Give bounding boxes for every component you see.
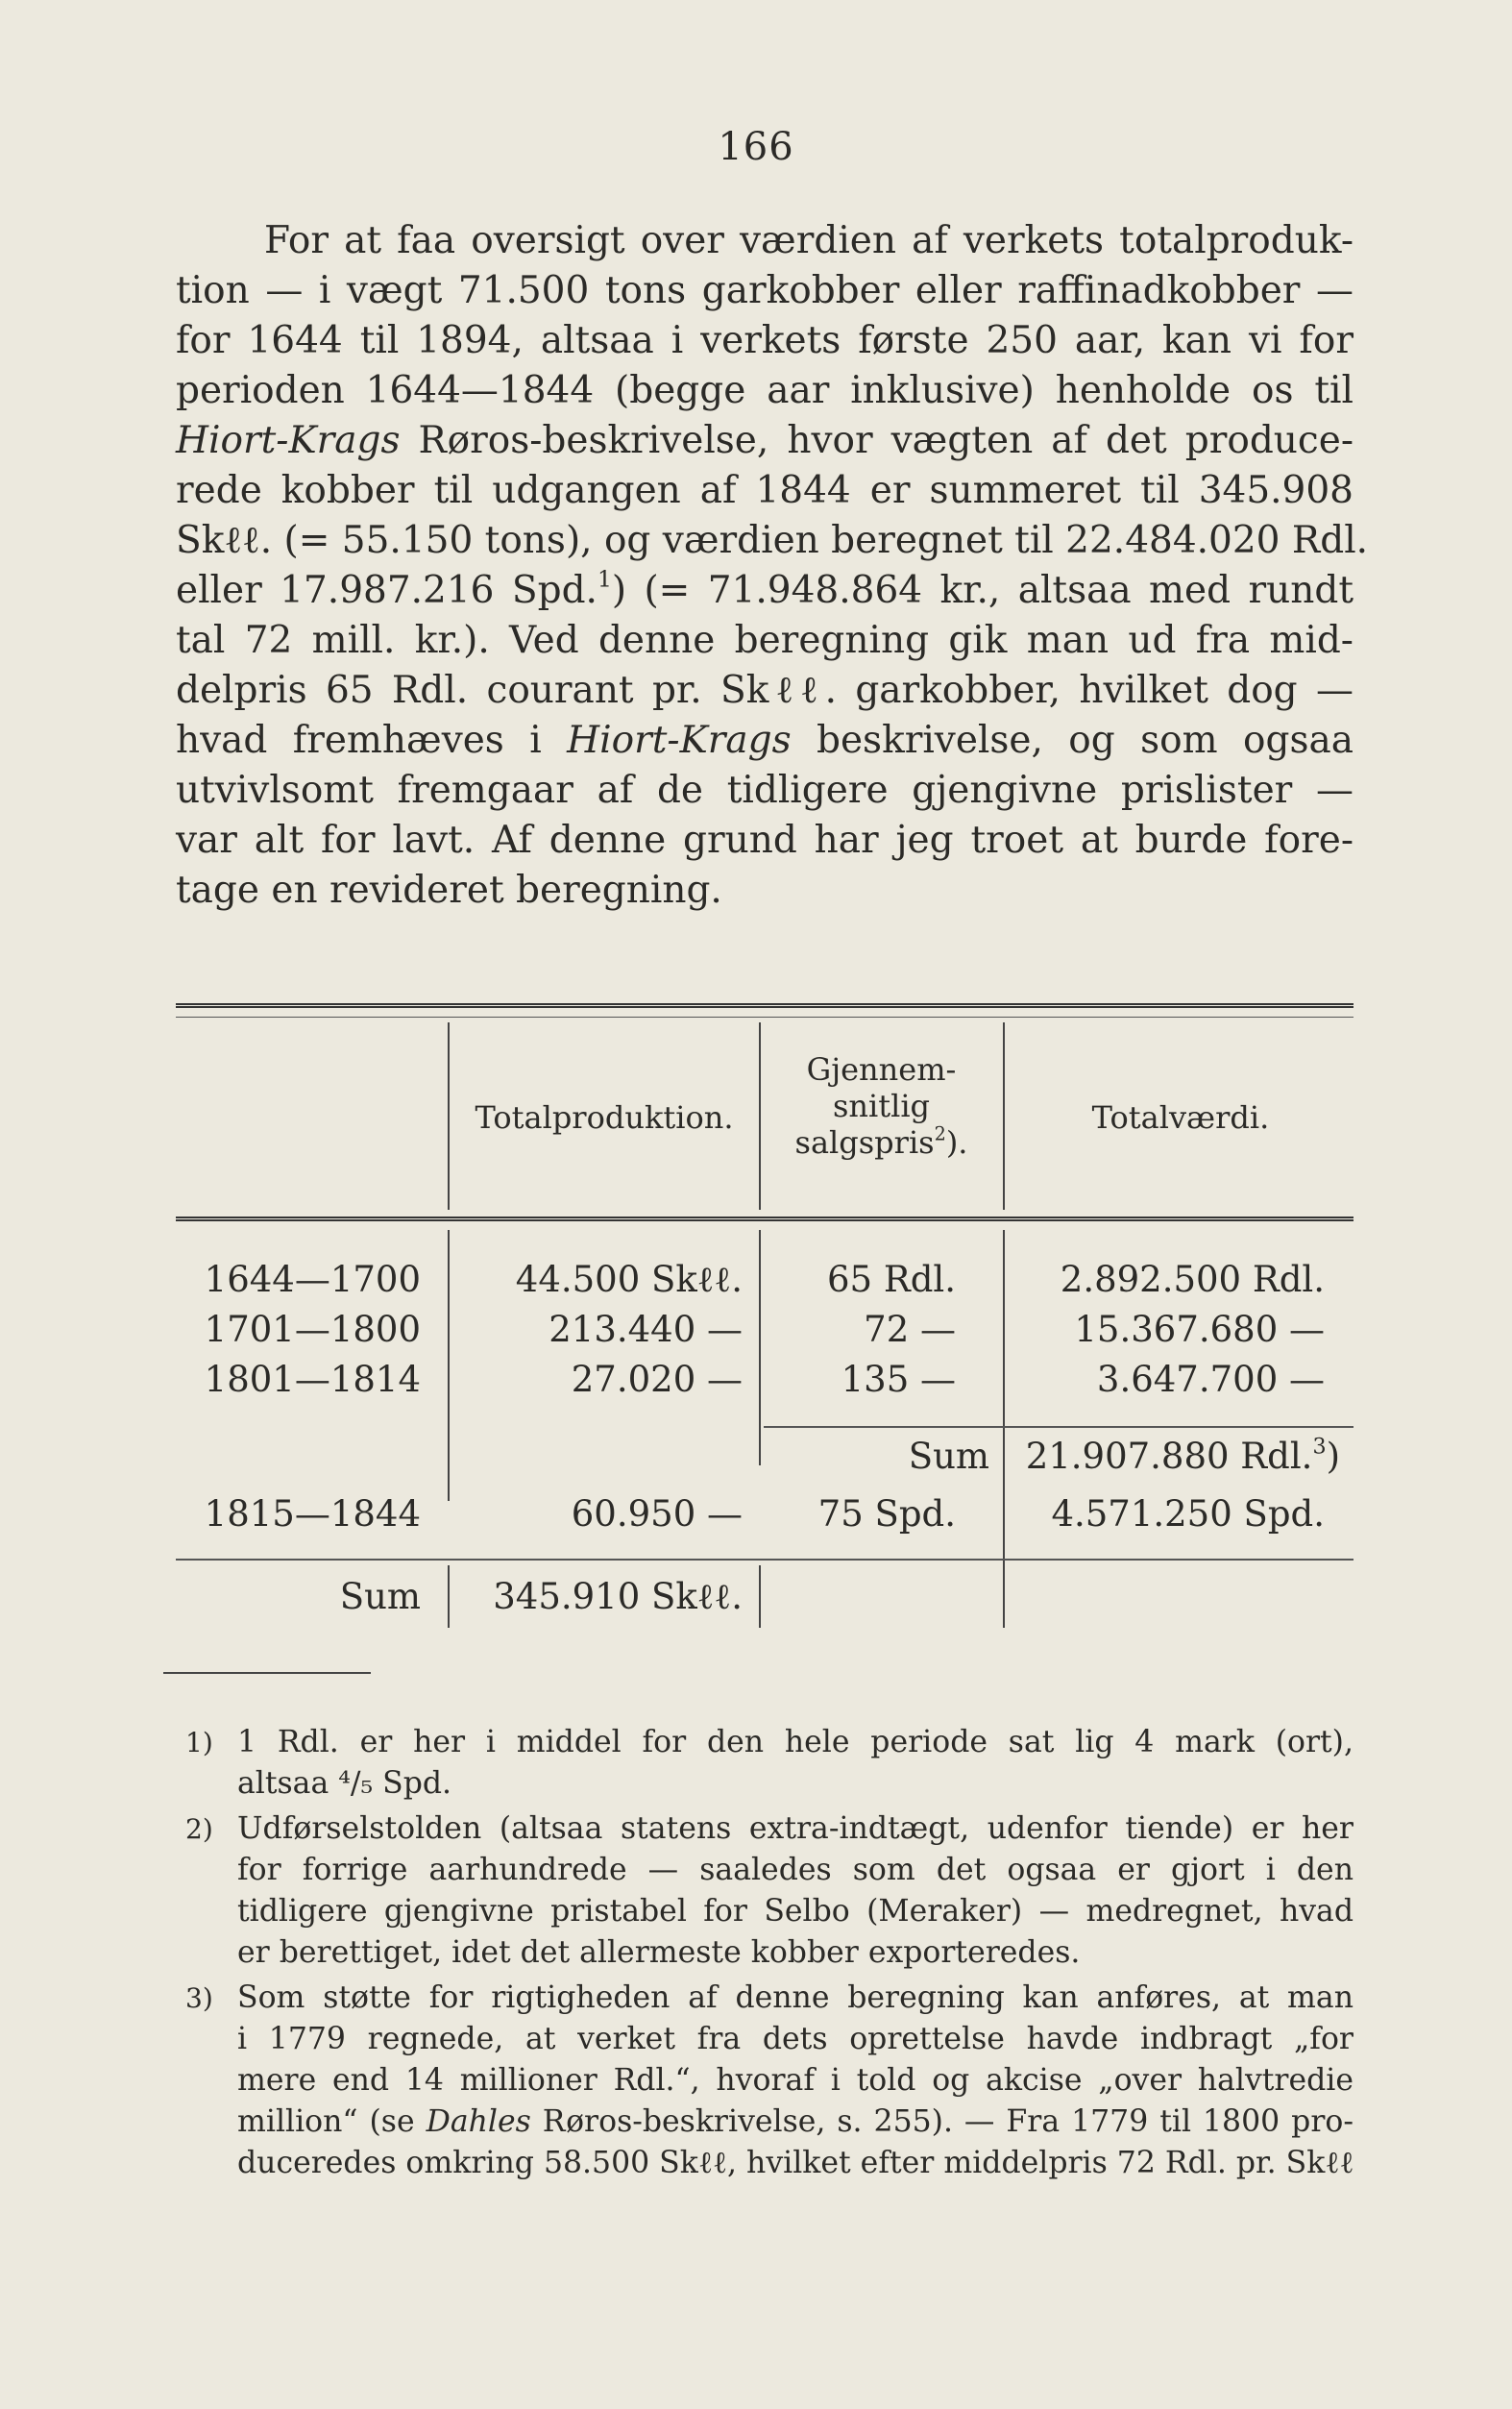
value-cell: 3.647.700 — <box>1096 1359 1325 1400</box>
body-paragraph <box>176 216 1369 916</box>
paragraph-line: perioden 1644—1844 (begge aar inklusive) henholde os til <box>176 369 1353 412</box>
footnote: 3) Som støtte for rigtigheden af denne beregning kan anføres, at man i 1779 regnede, at verket fra dets oprettelse havde indbragt „for mere end 14 millioner Rdl.“, hvoraf i told og akcise „over halvtredie million“ (se Dahles Røros-beskrivelse, s. 255). — Fra 1779 til 1800 pro- duceredes omkring 58.500 Skℓℓ, hvilket efter middelpris 72 Rdl. pr. Skℓℓ <box>176 1978 1353 2184</box>
paragraph-line: tion — i vægt 71.500 tons garkobber eller raffinadkobber — <box>176 269 1353 312</box>
column-divider <box>759 1565 761 1628</box>
footnote-mark: 3) <box>185 1982 213 2014</box>
price-cell: 135 — <box>841 1359 956 1400</box>
paragraph-line: tage en revideret beregning. <box>176 869 722 912</box>
footnote-separator <box>163 1672 371 1674</box>
paragraph-line: rede kobber til udgangen af 1844 er summeret til 345.908 <box>176 469 1353 512</box>
column-divider <box>448 1230 450 1501</box>
page-number: 166 <box>718 125 794 169</box>
value-cell: 2.892.500 Rdl. <box>1060 1259 1325 1300</box>
header-average-price: Gjennem- snitlig salgspris$^2$). <box>794 1051 968 1161</box>
paragraph-line: Hiort-Krags Røros-beskrivelse, hvor vægten af det produce- <box>176 419 1353 462</box>
subtotal-rule <box>764 1426 1353 1428</box>
total-rule <box>176 1559 1353 1561</box>
header-total-value: Totalværdi. <box>1091 1099 1270 1136</box>
paragraph-line: Skℓℓ. (= 55.150 tons), og værdien beregnet til 22.484.020 Rdl. <box>176 519 1369 562</box>
production-cell: 60.950 — <box>571 1493 743 1535</box>
subtotal-label: Sum <box>908 1436 989 1477</box>
column-divider <box>448 1565 450 1628</box>
subtotal-value: 21.907.880 Rdl.$^3$) <box>1025 1434 1340 1477</box>
paragraph-line: for 1644 til 1894, altsaa i verkets første 250 aar, kan vi for <box>176 319 1353 362</box>
column-divider <box>759 1022 761 1210</box>
paragraph-line: var alt for lavt. Af denne grund har jeg troet at burde fore- <box>176 819 1353 862</box>
column-divider <box>759 1230 761 1465</box>
total-production: 345.910 Skℓℓ. <box>493 1576 743 1617</box>
column-divider <box>448 1022 450 1210</box>
production-table <box>176 1003 1353 1628</box>
footnote-ref: 1 <box>597 565 612 593</box>
column-divider <box>1003 1022 1005 1210</box>
footnote: 2) Udførselstolden (altsaa statens extra-indtægt, udenfor tiende) er her for forrige aarhundrede — saaledes som det ogsaa er gjort i den tidligere gjengivne pristabel for Selbo (Meraker) — medregnet, hvad er berettiget, idet det allermeste kobber exporteredes. <box>176 1808 1353 1974</box>
price-cell: 75 Spd. <box>817 1493 956 1535</box>
price-cell: 65 Rdl. <box>827 1259 956 1300</box>
production-cell: 27.020 — <box>571 1359 743 1400</box>
author-name: Hiort-Krags <box>567 719 792 762</box>
period-cell: 1701—1800 <box>204 1309 421 1350</box>
author-name: Dahles <box>426 2104 531 2139</box>
value-cell: 4.571.250 Spd. <box>1051 1493 1325 1535</box>
column-divider <box>1003 1565 1005 1628</box>
column-divider <box>1003 1465 1005 1565</box>
paragraph-line: hvad fremhæves i Hiort-Krags beskrivelse, og som ogsaa <box>176 719 1354 762</box>
production-cell: 44.500 Skℓℓ. <box>515 1259 743 1300</box>
production-cell: 213.440 — <box>549 1309 743 1350</box>
price-cell: 72 — <box>864 1309 956 1350</box>
paragraph-line: tal 72 mill. kr.). Ved denne beregning gik man ud fra mid- <box>176 619 1353 662</box>
period-cell: 1801—1814 <box>204 1359 421 1400</box>
paragraph-line: eller 17.987.216 Spd.$^1$) (= 71.948.864 kr., altsaa med rundt <box>176 565 1353 612</box>
period-cell: 1644—1700 <box>204 1259 421 1300</box>
period-cell: 1815—1844 <box>204 1493 421 1535</box>
table-top-rule <box>176 1003 1353 1008</box>
header-bottom-rule <box>176 1217 1353 1221</box>
footnote-mark: 1) <box>185 1727 213 1758</box>
paragraph-line: For at faa oversigt over værdien af verkets totalproduk- <box>264 219 1353 262</box>
column-divider <box>1003 1230 1005 1465</box>
paragraph-line: delpris 65 Rdl. courant pr. Skℓℓ. garkobber, hvilket dog — <box>176 669 1353 712</box>
header-total-production: Totalproduktion. <box>475 1099 734 1136</box>
footnote: 1) 1 Rdl. er her i middel for den hele periode sat lig 4 mark (ort), altsaa ⁴/₅ Spd. <box>176 1722 1353 1805</box>
paragraph-line: utvivlsomt fremgaar af de tidligere gjengivne prislister — <box>176 769 1353 812</box>
table-top-rule-thin <box>176 1017 1353 1018</box>
footnotes <box>176 1722 1353 2184</box>
footnote-mark: 2) <box>185 1813 213 1845</box>
author-name: Hiort-Krags <box>176 419 401 462</box>
total-label: Sum <box>339 1576 421 1617</box>
value-cell: 15.367.680 — <box>1074 1309 1325 1350</box>
